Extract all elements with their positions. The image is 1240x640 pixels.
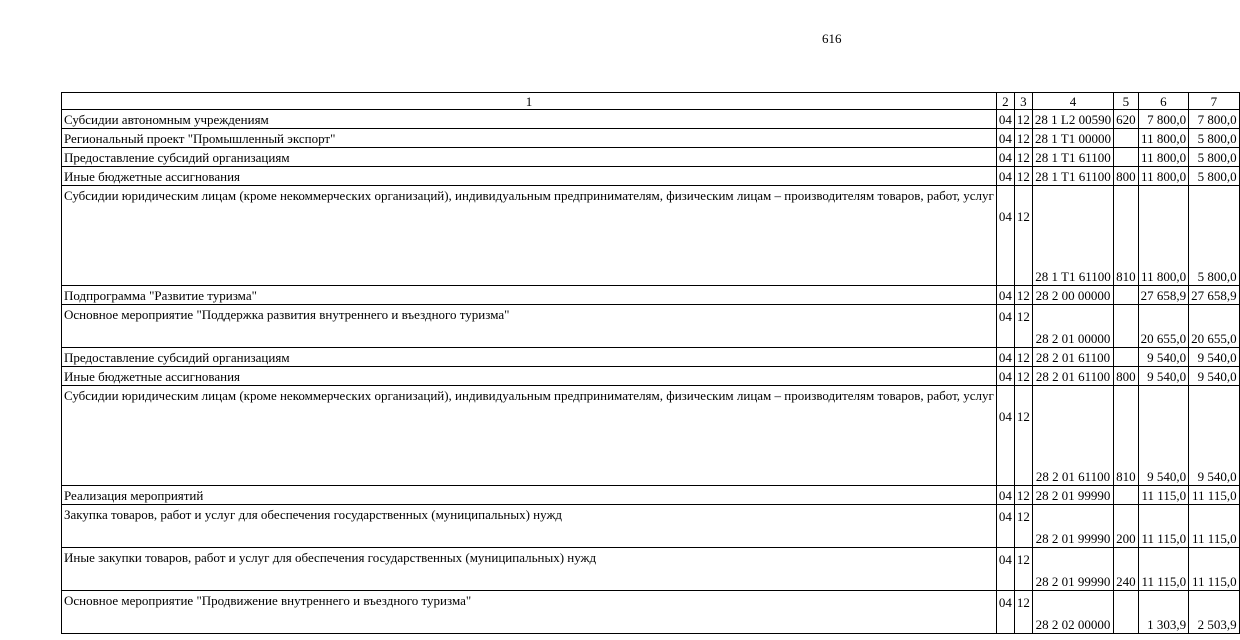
section-code-cell: 04 [996,286,1014,305]
header-cell: 6 [1138,93,1189,110]
table-row [62,148,1240,167]
amount-year1-cell: 9 540,0 [1138,348,1189,367]
expense-type-cell [1114,591,1139,634]
expense-type-cell: 240 [1114,548,1139,591]
target-article-cell: 28 1 T1 00000 [1032,129,1113,148]
header-cell: 2 [996,93,1014,110]
budget-table [61,92,1240,634]
subsection-code-cell: 12 [1014,505,1032,548]
section-code-cell: 04 [996,486,1014,505]
subsection-code-cell: 12 [1014,367,1032,386]
subsection-code-cell: 12 [1014,591,1032,634]
section-code-cell: 04 [996,167,1014,186]
amount-year2-cell: 9 540,0 [1189,348,1240,367]
amount-year1-cell: 11 115,0 [1138,505,1189,548]
section-code-cell: 04 [996,148,1014,167]
section-code-cell: 04 [996,305,1014,348]
page-number: 616 [822,31,842,46]
target-article-cell: 28 2 02 00000 [1032,591,1113,634]
subsection-code-cell: 12 [1014,110,1032,129]
amount-year2-cell: 9 540,0 [1189,386,1240,486]
table-row [62,548,1240,591]
expense-type-cell: 200 [1114,505,1139,548]
amount-year2-cell: 11 115,0 [1189,505,1240,548]
subsection-code-cell: 12 [1014,348,1032,367]
amount-year1-cell: 11 800,0 [1138,129,1189,148]
column-number-header-row [62,93,1240,110]
row-name-cell: Субсидии юридическим лицам (кроме некоммерческих организаций), индивидуальным предпринимателям, физическим лицам – производителям товаров, работ, услуг [62,386,997,486]
amount-year2-cell: 5 800,0 [1189,186,1240,286]
header-cell: 7 [1189,93,1240,110]
target-article-cell: 28 2 01 99990 [1032,548,1113,591]
table-row [62,591,1240,634]
header-cell: 1 [62,93,997,110]
subsection-code-cell: 12 [1014,305,1032,348]
amount-year1-cell: 11 115,0 [1138,486,1189,505]
header-cell: 4 [1032,93,1113,110]
section-code-cell: 04 [996,591,1014,634]
expense-type-cell [1114,129,1139,148]
amount-year2-cell: 20 655,0 [1189,305,1240,348]
amount-year2-cell: 27 658,9 [1189,286,1240,305]
row-name-cell: Реализация мероприятий [62,486,997,505]
expense-type-cell: 620 [1114,110,1139,129]
row-name-cell: Основное мероприятие "Поддержка развития внутреннего и въездного туризма" [62,305,997,348]
amount-year1-cell: 11 800,0 [1138,167,1189,186]
subsection-code-cell: 12 [1014,167,1032,186]
table-row [62,348,1240,367]
row-name-cell: Предоставление субсидий организациям [62,348,997,367]
section-code-cell: 04 [996,367,1014,386]
expense-type-cell: 800 [1114,367,1139,386]
target-article-cell: 28 1 T1 61100 [1032,148,1113,167]
section-code-cell: 04 [996,129,1014,148]
amount-year1-cell: 9 540,0 [1138,367,1189,386]
target-article-cell: 28 2 01 61100 [1032,348,1113,367]
target-article-cell: 28 2 01 61100 [1032,367,1113,386]
header-cell: 3 [1014,93,1032,110]
amount-year2-cell: 11 115,0 [1189,548,1240,591]
section-code-cell: 04 [996,548,1014,591]
table-row [62,186,1240,286]
section-code-cell: 04 [996,348,1014,367]
expense-type-cell [1114,148,1139,167]
table-row [62,486,1240,505]
amount-year2-cell: 5 800,0 [1189,167,1240,186]
amount-year2-cell: 5 800,0 [1189,129,1240,148]
amount-year1-cell: 27 658,9 [1138,286,1189,305]
expense-type-cell: 800 [1114,167,1139,186]
expense-type-cell [1114,486,1139,505]
target-article-cell: 28 2 00 00000 [1032,286,1113,305]
target-article-cell: 28 2 01 99990 [1032,505,1113,548]
row-name-cell: Иные закупки товаров, работ и услуг для обеспечения государственных (муниципальных) нужд [62,548,997,591]
amount-year1-cell: 11 800,0 [1138,148,1189,167]
row-name-cell: Закупка товаров, работ и услуг для обеспечения государственных (муниципальных) нужд [62,505,997,548]
subsection-code-cell: 12 [1014,386,1032,486]
table-row [62,305,1240,348]
row-name-cell: Подпрограмма "Развитие туризма" [62,286,997,305]
subsection-code-cell: 12 [1014,148,1032,167]
subsection-code-cell: 12 [1014,129,1032,148]
expense-type-cell [1114,286,1139,305]
target-article-cell: 28 2 01 99990 [1032,486,1113,505]
expense-type-cell [1114,305,1139,348]
row-name-cell: Основное мероприятие "Продвижение внутреннего и въездного туризма" [62,591,997,634]
header-cell: 5 [1114,93,1139,110]
target-article-cell: 28 1 T1 61100 [1032,167,1113,186]
row-name-cell: Иные бюджетные ассигнования [62,367,997,386]
row-name-cell: Иные бюджетные ассигнования [62,167,997,186]
table-row [62,367,1240,386]
subsection-code-cell: 12 [1014,548,1032,591]
target-article-cell: 28 2 01 00000 [1032,305,1113,348]
row-name-cell: Субсидии юридическим лицам (кроме некоммерческих организаций), индивидуальным предпринимателям, физическим лицам – производителям товаров, работ, услуг [62,186,997,286]
section-code-cell: 04 [996,386,1014,486]
expense-type-cell: 810 [1114,386,1139,486]
amount-year1-cell: 7 800,0 [1138,110,1189,129]
section-code-cell: 04 [996,505,1014,548]
table-row [62,505,1240,548]
table-row [62,167,1240,186]
target-article-cell: 28 1 T1 61100 [1032,186,1113,286]
subsection-code-cell: 12 [1014,186,1032,286]
table-row [62,110,1240,129]
section-code-cell: 04 [996,186,1014,286]
amount-year2-cell: 7 800,0 [1189,110,1240,129]
amount-year1-cell: 11 800,0 [1138,186,1189,286]
expense-type-cell: 810 [1114,186,1139,286]
amount-year1-cell: 11 115,0 [1138,548,1189,591]
table-row [62,386,1240,486]
row-name-cell: Региональный проект "Промышленный экспорт" [62,129,997,148]
amount-year1-cell: 20 655,0 [1138,305,1189,348]
target-article-cell: 28 1 L2 00590 [1032,110,1113,129]
table-row [62,129,1240,148]
amount-year1-cell: 9 540,0 [1138,386,1189,486]
amount-year2-cell: 11 115,0 [1189,486,1240,505]
amount-year1-cell: 1 303,9 [1138,591,1189,634]
table-row [62,286,1240,305]
amount-year2-cell: 5 800,0 [1189,148,1240,167]
row-name-cell: Предоставление субсидий организациям [62,148,997,167]
amount-year2-cell: 9 540,0 [1189,367,1240,386]
subsection-code-cell: 12 [1014,286,1032,305]
subsection-code-cell: 12 [1014,486,1032,505]
target-article-cell: 28 2 01 61100 [1032,386,1113,486]
amount-year2-cell: 2 503,9 [1189,591,1240,634]
expense-type-cell [1114,348,1139,367]
row-name-cell: Субсидии автономным учреждениям [62,110,997,129]
section-code-cell: 04 [996,110,1014,129]
